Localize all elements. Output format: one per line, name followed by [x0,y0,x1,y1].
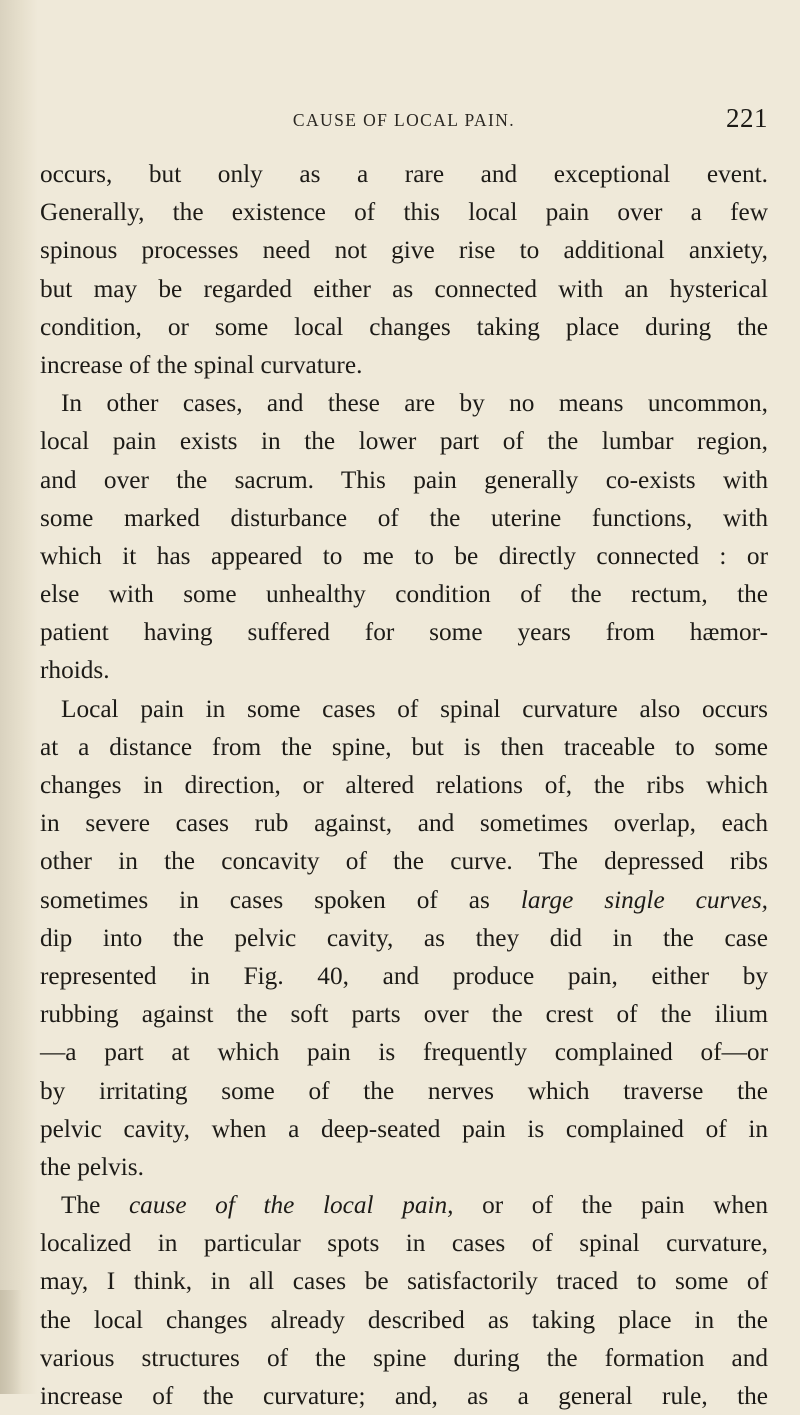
text-line: Local pain in some cases of spinal curvature also occurs [61,694,768,723]
text-line: the local changes already described as taking place in the [40,1305,768,1334]
text-line: In other cases, and these are by no means uncommon, [61,389,768,418]
text-line: patient having suffered for some years from hæmor- [40,618,768,647]
text-line: changes in direction, or altered relations of, the ribs which [40,771,768,799]
text-line: increase of the curvature; and, as a general rule, the [40,1382,768,1410]
text-line [40,881,768,919]
text-line: by irritating some of the nerves which traverse the [40,1076,768,1105]
text-line: condition, or some local changes taking place during the [40,312,768,341]
text-line: pelvic cavity, when a deep-seated pain is complained of in [40,1114,768,1143]
body-text [40,155,768,1415]
text-line [40,1186,768,1224]
text-line: rubbing against the soft parts over the crest of the ilium [40,1000,768,1029]
text-line: occurs, but only as a rare and exceptional event. [40,160,768,188]
text-line: may, I think, in all cases be satisfactorily traced to some of [40,1267,768,1296]
text-line: which it has appeared to me to be directly connected : or [40,541,768,570]
text-line: —a part at which pain is frequently complained of—or [40,1038,768,1067]
text-segment: The [61,1191,129,1220]
text-line: some marked disturbance of the uterine functions, with [40,503,768,532]
text-line: increase of the spinal curvature. [40,350,363,379]
text-segment: or of the pain when [453,1191,768,1220]
text-line: represented in Fig. 40, and produce pain, either by [40,961,768,990]
text-line: else with some unhealthy condition of the rectum, the [40,580,768,609]
text-line: and over the sacrum. This pain generally co-exists with [40,465,768,494]
text-line: Generally, the existence of this local pain over a few [40,198,768,227]
italic-phrase: large single curves, [520,885,768,914]
text-line: local pain exists in the lower part of the lumbar region, [40,427,768,456]
text-line: at a distance from the spine, but is then traceable to some [40,732,768,761]
italic-phrase: cause of the local pain, [128,1191,454,1220]
text-line: various structures of the spine during the formation and [40,1343,768,1372]
text-line: other in the concavity of the curve. The depressed ribs [40,847,768,876]
text-segment: sometimes in cases spoken of as [40,885,521,914]
text-line: in severe cases rub against, and sometimes overlap, each [40,809,768,838]
page-edge-shadow [0,0,38,1394]
page-header [40,100,768,140]
text-line: dip into the pelvic cavity, as they did in the case [40,923,768,952]
running-head: CAUSE OF LOCAL PAIN. [292,110,516,130]
page-edge-shadow-bottom [0,1290,22,1394]
page-number: 221 [726,103,768,133]
text-line: localized in particular spots in cases of spinal curvature, [40,1229,768,1258]
text-line: rhoids. [40,656,110,685]
text-line: but may be regarded either as connected with an hysterical [40,274,768,303]
text-line: the pelvis. [40,1152,144,1181]
text-line: spinous processes need not give rise to additional anxiety, [40,236,768,265]
